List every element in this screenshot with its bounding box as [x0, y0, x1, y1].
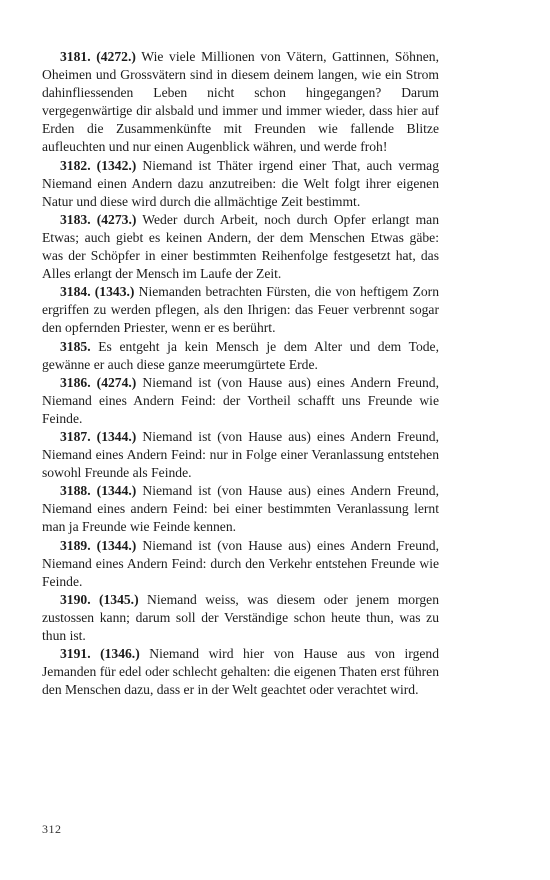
entry-3189	[42, 537, 439, 591]
entry-3187	[42, 428, 439, 482]
entry-3190	[42, 591, 439, 645]
entry-text: Niemand ist (von Hause aus) eines Andern Freund, Niemand eines Andern Feind: der Vortheil schafft uns Freunde wie Feinde.	[42, 374, 439, 426]
entry-text: Es entgeht ja kein Mensch je dem Alter und dem Tode, gewänne er auch diese ganze meerumgürtete Erde.	[42, 338, 439, 372]
entry-number: 3183. (4273.)	[60, 211, 137, 227]
entry-text: Niemand ist (von Hause aus) eines Andern Freund, Niemand eines andern Feind: bei einer bestimmten Veranlassung lernt man ja Freunde wie Feinde kennen.	[42, 483, 439, 535]
entry-3182	[42, 157, 439, 211]
entry-text: Weder durch Arbeit, noch durch Opfer erlangt man Etwas; auch giebt es keinen Andern, der dem Menschen Etwas gäbe: was der Schöpfer in einer bestimmten Reihenfolge festgesetzt hat, das Alles erlangt der Mensch im Laufe der Zeit.	[42, 211, 439, 282]
entry-number: 3181. (4272.)	[60, 49, 136, 64]
entry-3185	[42, 338, 439, 374]
entry-text: Niemand ist (von Hause aus) eines Andern Freund, Niemand eines Andern Feind: nur in Folge einer Veranlassung entstehen sowohl Freunde als Feinde.	[42, 428, 439, 481]
entry-number: 3187. (1344.)	[60, 428, 137, 444]
entry-text: Niemand ist Thäter irgend einer That, auch vermag Niemand einen Andern dazu anzutreiben: die Welt folgt ihrer eigenen Natur und diese wird durch die allmächtige Zeit bestimmt.	[42, 157, 440, 209]
entry-number: 3185.	[60, 338, 91, 354]
entry-3183	[42, 211, 439, 283]
entry-text: Wie viele Millionen von Vätern, Gattinnen, Söhnen, Oheimen und Grossvätern sind in diesem deinem langen, wie ein Strom dahinfliessenden Leben nicht schon hingegangen? Darum vergegenwärtige dir alsbald und immer und immer wieder, dass hier auf Erden die Zusammenkünfte mit Freunden wie fallende Blitze aufleuchten und nur einen Augenblick währen, und werde froh!	[42, 49, 440, 155]
entry-number: 3189. (1344.)	[60, 537, 137, 553]
entry-number: 3182. (1342.)	[60, 157, 137, 173]
entry-number: 3188. (1344.)	[60, 483, 137, 499]
entry-number: 3191. (1346.)	[60, 646, 140, 662]
entry-3186	[42, 374, 439, 428]
entry-3188	[42, 482, 439, 536]
entry-text: Niemand weiss, was diesem oder jenem morgen zustossen kann; darum soll der Verständige schon heute thun, was zu thun ist.	[42, 591, 440, 643]
entry-text: Niemand wird hier von Hause aus von irgend Jemanden für edel oder schlecht gehalten: die eigenen Thaten erst führen den Menschen dazu, dass er in der Welt geachtet oder verachtet wird.	[42, 646, 440, 698]
entry-3181	[42, 48, 439, 157]
entry-text: Niemand ist (von Hause aus) eines Andern Freund, Niemand eines Andern Feind: durch den Verkehr entstehen Freunde wie Feinde.	[42, 537, 439, 589]
page-number: 312	[42, 822, 62, 836]
entry-number: 3184. (1343.)	[60, 284, 135, 300]
entry-3191	[42, 645, 439, 699]
page-body	[42, 48, 439, 699]
entry-text: Niemanden betrachten Fürsten, die von heftigem Zorn ergriffen zu werden pflegen, als den Ihrigen: das Feuer verbrennt sogar den opfernden Priester, wenn er es berührt.	[42, 284, 440, 336]
entry-3184	[42, 283, 439, 337]
entry-number: 3186. (4274.)	[60, 374, 137, 390]
entry-number: 3190. (1345.)	[60, 591, 139, 607]
